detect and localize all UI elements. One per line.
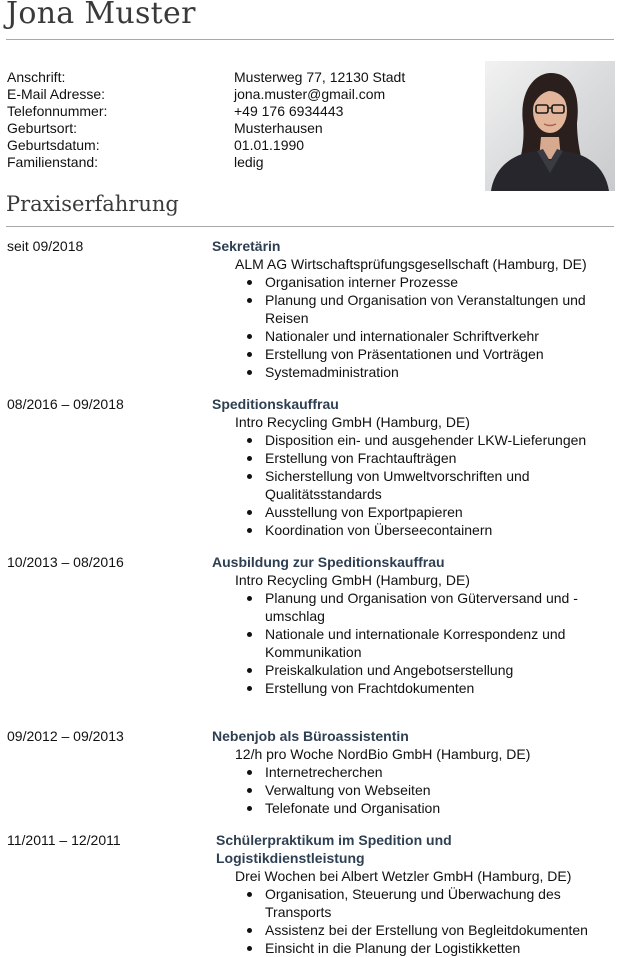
info-label: Telefonnummer:	[7, 103, 108, 119]
entry-date: 09/2012 – 09/2013	[7, 728, 124, 744]
entry-bullets	[246, 589, 614, 697]
info-value: jona.muster@gmail.com	[234, 86, 386, 102]
info-label: Geburtsdatum:	[7, 137, 100, 153]
info-value: +49 176 6934443	[234, 103, 344, 119]
bullet-item: Organisation interner Prozesse	[246, 273, 614, 291]
bullet-item: Assistenz bei der Erstellung von Begleitdokumenten	[246, 921, 614, 939]
entry-bullets	[246, 273, 614, 381]
bullet-item: Nationale und internationale Korrespondenz und Kommunikation	[246, 625, 614, 661]
bullet-item: Erstellung von Frachtaufträgen	[246, 449, 614, 467]
bullet-item: Koordination von Überseecontainern	[246, 521, 614, 539]
entry-title: Sekretärin	[212, 238, 281, 254]
bullet-item: Sicherstellung von Umweltvorschriften und Qualitätsstandards	[246, 467, 614, 503]
entry-date: 11/2011 – 12/2011	[7, 832, 121, 848]
info-label: Anschrift:	[7, 69, 66, 85]
bullet-item: Disposition ein- und ausgehender LKW-Lieferungen	[246, 431, 614, 449]
bullet-item: Ausstellung von Exportpapieren	[246, 503, 614, 521]
bullet-item: Preiskalkulation und Angebotserstellung	[246, 661, 614, 679]
entry-bullets	[246, 885, 614, 957]
section-title-experience: Praxiserfahrung	[6, 192, 179, 216]
bullet-item: Verwaltung von Webseiten	[246, 781, 614, 799]
section-divider	[6, 226, 614, 227]
profile-photo	[485, 61, 615, 191]
info-value: ledig	[234, 154, 264, 170]
info-row-birthplace	[7, 120, 477, 137]
header-divider	[6, 39, 614, 40]
entry-company: ALM AG Wirtschaftsprüfungsgesellschaft (Hamburg, DE)	[235, 256, 587, 272]
entry-date: 10/2013 – 08/2016	[7, 554, 124, 570]
bullet-item: Internetrecherchen	[246, 763, 614, 781]
bullet-item: Nationaler und internationaler Schriftverkehr	[246, 327, 614, 345]
entry-title: Schülerpraktikum im Spedition und Logistikdienstleistung	[216, 832, 452, 866]
portrait-illustration	[485, 61, 615, 191]
bullet-item: Organisation, Steuerung und Überwachung des Transports	[246, 885, 614, 921]
info-row-marital-status	[7, 154, 477, 171]
entry-title: Nebenjob als Büroassistentin	[212, 728, 409, 744]
info-value: Musterhausen	[234, 120, 323, 136]
bullet-item: Einsicht in die Planung der Logistikketten	[246, 939, 614, 957]
bullet-item: Erstellung von Frachtdokumenten	[246, 679, 614, 697]
info-row-address	[7, 69, 477, 86]
bullet-item: Planung und Organisation von Veranstaltungen und Reisen	[246, 291, 614, 327]
entry-company: Intro Recycling GmbH (Hamburg, DE)	[235, 572, 470, 588]
bullet-item: Telefonate und Organisation	[246, 799, 614, 817]
entry-company: Intro Recycling GmbH (Hamburg, DE)	[235, 414, 470, 430]
info-label: Familienstand:	[7, 154, 99, 170]
person-name: Jona Muster	[6, 0, 196, 31]
entry-date: 08/2016 – 09/2018	[7, 396, 124, 412]
entry-company: 12/h pro Woche NordBio GmbH (Hamburg, DE)	[235, 746, 531, 762]
info-row-phone	[7, 103, 477, 120]
entry-title: Speditionskauffrau	[212, 396, 339, 412]
info-label: E-Mail Adresse:	[7, 86, 106, 102]
info-row-email	[7, 86, 477, 103]
bullet-item: Planung und Organisation von Güterversand und -umschlag	[246, 589, 614, 625]
entry-bullets	[246, 431, 614, 539]
entry-company: Drei Wochen bei Albert Wetzler GmbH (Hamburg, DE)	[235, 868, 572, 884]
entry-date: seit 09/2018	[7, 238, 84, 254]
info-label: Geburtsort:	[7, 120, 78, 136]
info-value: 01.01.1990	[234, 137, 305, 153]
entry-bullets	[246, 763, 614, 817]
entry-title: Ausbildung zur Speditionskauffrau	[212, 554, 445, 570]
info-row-birthdate	[7, 137, 477, 154]
bullet-item: Systemadministration	[246, 363, 614, 381]
info-value: Musterweg 77, 12130 Stadt	[234, 69, 406, 85]
personal-info	[7, 69, 477, 171]
bullet-item: Erstellung von Präsentationen und Vorträgen	[246, 345, 614, 363]
